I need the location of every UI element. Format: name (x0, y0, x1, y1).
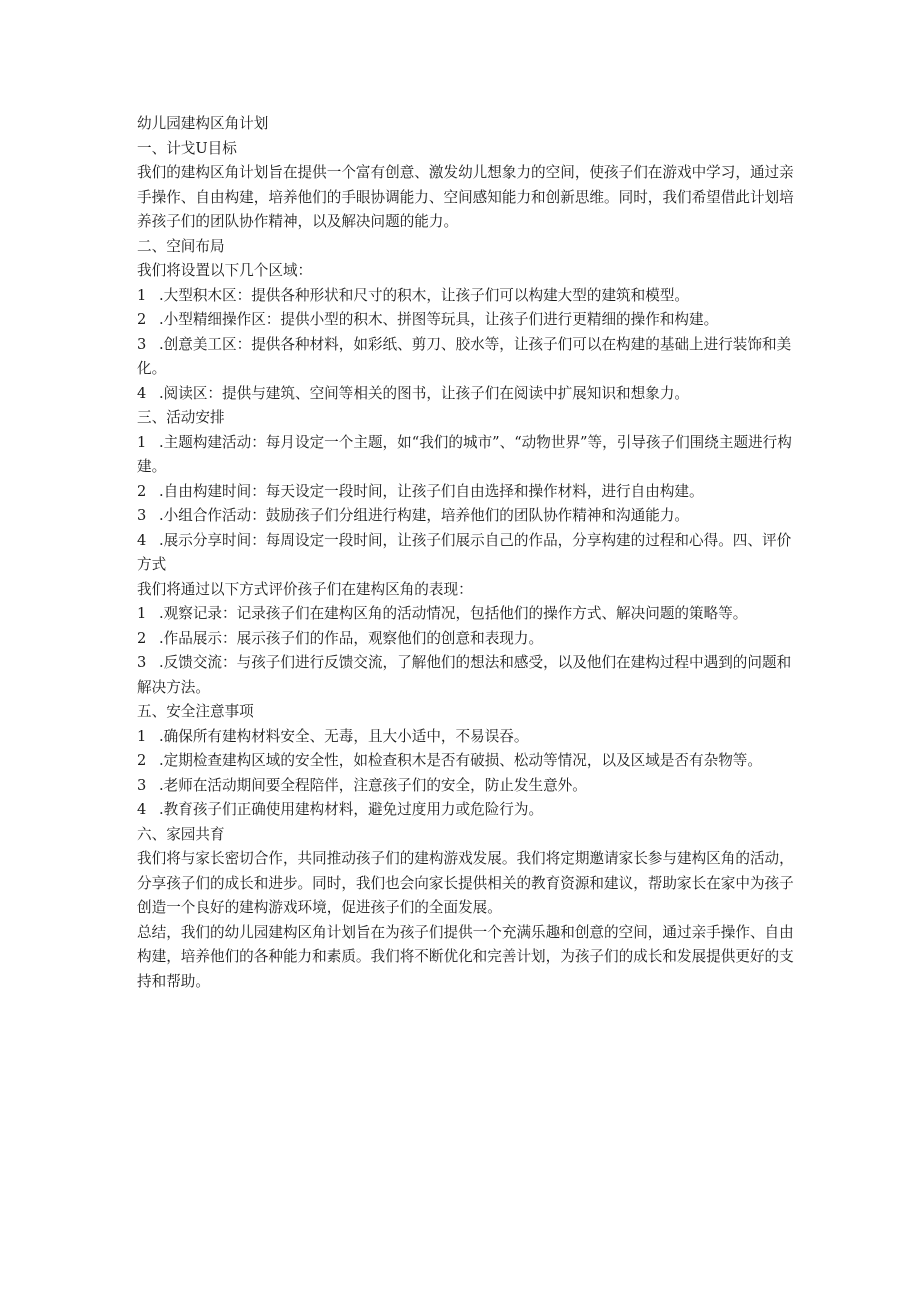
list-item: 1 .确保所有建构材料安全、无毒，且大小适中，不易误吞。 (137, 727, 529, 745)
layout-intro: 我们将设置以下几个区域： (137, 262, 313, 279)
list-item: 4 .展示分享时间：每周设定一段时间，让孩子们展示自己的作品，分享构建的过程和心得。四、评价方式 (137, 531, 792, 573)
list-item: 3 .创意美工区：提供各种材料，如彩纸、剪刀、胶水等，让孩子们可以在构建的基础上进行装饰和美化。 (137, 335, 792, 377)
section-heading-goals: 一、计戈U目标 (137, 139, 237, 157)
list-item: 3 .反馈交流：与孩子们进行反馈交流，了解他们的想法和感受，以及他们在建构过程中遇到的问题和解决方法。 (137, 654, 792, 696)
section-heading-safety: 五、安全注意事项 (137, 703, 254, 720)
list-item: 1 .主题构建活动：每月设定一个主题，如“我们的城市”、“动物世界”等，引导孩子们围绕主题进行构建。 (137, 433, 792, 475)
document-title: 幼儿园建构区角计划 (137, 115, 269, 132)
list-item: 2 .作品展示：展示孩子们的作品，观察他们的创意和表现力。 (137, 629, 544, 647)
evaluation-intro: 我们将通过以下方式评价孩子们在建构区角的表现： (137, 580, 473, 598)
list-item: 4 .阅读区：提供与建筑、空间等相关的图书，让孩子们在阅读中扩展知识和想象力。 (137, 384, 690, 402)
section-heading-layout: 二、空间布局 (137, 237, 225, 255)
home-school-paragraph: 我们将与家长密切合作，共同推动孩子们的建构游戏发展。我们将定期邀请家长参与建构区角的活动，分享孩子们的成长和进步。同时，我们也会向家长提供相关的教育资源和建议，帮助家长在家中为孩子创造一个良好的建构游戏环境，促进孩子们的全面发展。 (137, 850, 794, 916)
list-item: 2 .小型精细操作区：提供小型的积木、拼图等玩具，让孩子们进行更精细的操作和构建。 (137, 311, 719, 328)
list-item: 3 .老师在活动期间要全程陪伴，注意孩子们的安全，防止发生意外。 (137, 776, 587, 794)
list-item: 2 .自由构建时间：每天设定一段时间，让孩子们自由选择和操作材料，进行自由构建。 (137, 482, 704, 500)
list-item: 4 .教育孩子们正确使用建构材料，避免过度用力或危险行为。 (137, 801, 544, 818)
goals-paragraph: 我们的建构区角计划旨在提供一个富有创意、激发幼儿想象力的空间，使孩子们在游戏中学习，通过亲手操作、自由构建，培养他们的手眼协调能力、空间感知能力和创新思维。同时，我们希望借此计划培养孩子们的团队协作精神，以及解决问题的能力。 (137, 164, 794, 230)
list-item: 1 .大型积木区：提供各种形状和尺寸的积木，让孩子们可以构建大型的建筑和模型。 (137, 286, 690, 304)
document-body (137, 112, 797, 994)
section-heading-home-school: 六、家园共育 (137, 825, 225, 843)
list-item: 1 .观察记录：记录孩子们在建构区角的活动情况，包括他们的操作方式、解决问题的策略等。 (137, 605, 748, 622)
list-item: 3 .小组合作活动：鼓励孩子们分组进行构建，培养他们的团队协作精神和沟通能力。 (137, 507, 690, 524)
summary-paragraph: 总结，我们的幼儿园建构区角计划旨在为孩子们提供一个充满乐趣和创意的空间，通过亲手操作、自由构建，培养他们的各种能力和素质。我们将不断优化和完善计划，为孩子们的成长和发展提供更好的支持和帮助。 (137, 923, 794, 990)
section-heading-activities: 三、活动安排 (137, 409, 225, 426)
list-item: 2 .定期检查建构区域的安全性，如检查积木是否有破损、松动等情况，以及区域是否有杂物等。 (137, 752, 762, 769)
